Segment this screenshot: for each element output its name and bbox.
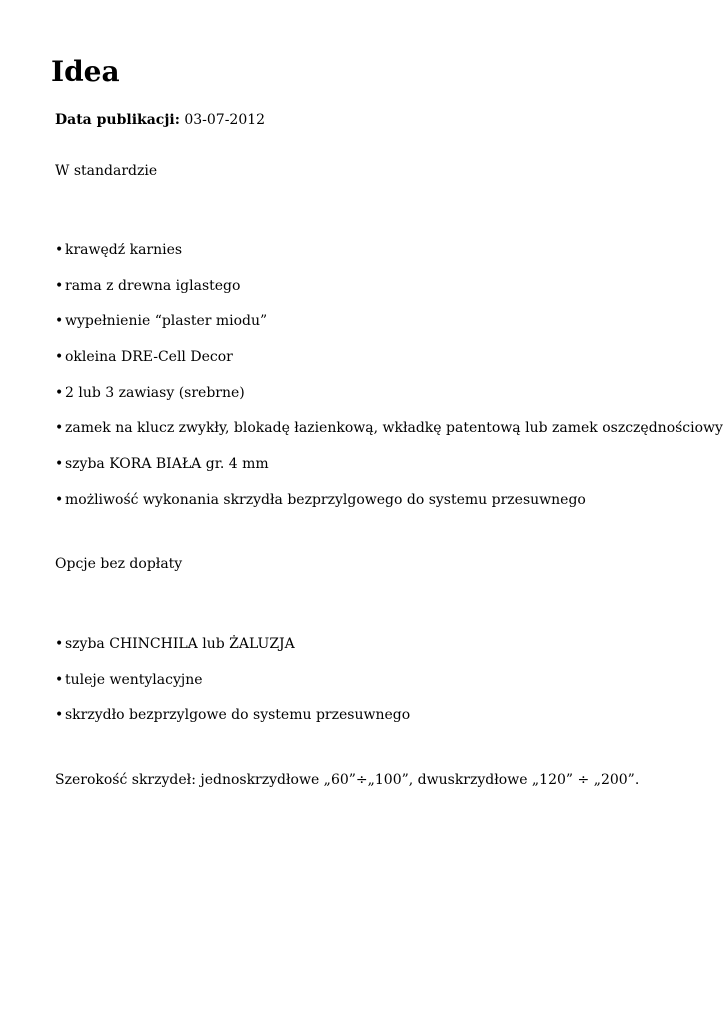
list-item <box>55 240 723 260</box>
list-item <box>55 454 723 474</box>
options-heading: Opcje bez dopłaty <box>55 556 183 572</box>
publication-date-label: Data publikacji: <box>55 112 180 128</box>
list-item <box>55 383 723 403</box>
standard-heading: W standardzie <box>55 163 158 179</box>
list-item-text: szyba CHINCHILA lub ŻALUZJA <box>65 636 295 652</box>
list-item <box>55 490 723 510</box>
bullet-icon: • <box>55 420 64 437</box>
list-item-text: zamek na klucz zwykły, blokadę łazienkową, wkładkę patentową lub zamek oszczędnościowy <box>65 420 723 437</box>
list-item <box>55 276 723 296</box>
list-item <box>55 634 410 654</box>
list-item-text: skrzydło bezprzylgowe do systemu przesuwnego <box>65 707 411 724</box>
list-item-text: okleina DRE-Cell Decor <box>65 349 233 366</box>
bullet-icon: • <box>55 349 64 366</box>
list-item-text: możliwość wykonania skrzydła bezprzylgowego do systemu przesuwnego <box>65 491 586 508</box>
bullet-icon: • <box>55 636 64 652</box>
options-list <box>55 634 410 741</box>
bullet-icon: • <box>55 671 64 688</box>
list-item <box>55 311 723 331</box>
publication-date <box>55 110 265 130</box>
list-item-text: szyba KORA BIAŁA gr. 4 mm <box>65 456 269 473</box>
list-item <box>55 670 410 690</box>
bullet-icon: • <box>55 456 64 473</box>
bullet-icon: • <box>55 313 64 330</box>
list-item <box>55 705 410 725</box>
list-item <box>55 347 723 367</box>
bullet-icon: • <box>55 707 64 724</box>
list-item-text: 2 lub 3 zawiasy (srebrne) <box>65 384 245 401</box>
bullet-icon: • <box>55 384 64 401</box>
list-item-text: wypełnienie “plaster miodu” <box>65 313 268 330</box>
bullet-icon: • <box>55 491 64 508</box>
standard-list <box>55 240 723 526</box>
publication-date-value: 03-07-2012 <box>184 112 266 128</box>
list-item-text: rama z drewna iglastego <box>65 277 241 294</box>
list-item <box>55 418 723 438</box>
bullet-icon: • <box>55 242 64 258</box>
list-item-text: tuleje wentylacyjne <box>65 671 203 688</box>
bullet-icon: • <box>55 277 64 294</box>
list-item-text: krawędź karnies <box>65 242 183 258</box>
width-note: Szerokość skrzydeł: jednoskrzydłowe „60”÷„100”, dwuskrzydłowe „120” ÷ „200”. <box>55 772 640 788</box>
page-title: Idea <box>51 55 120 88</box>
